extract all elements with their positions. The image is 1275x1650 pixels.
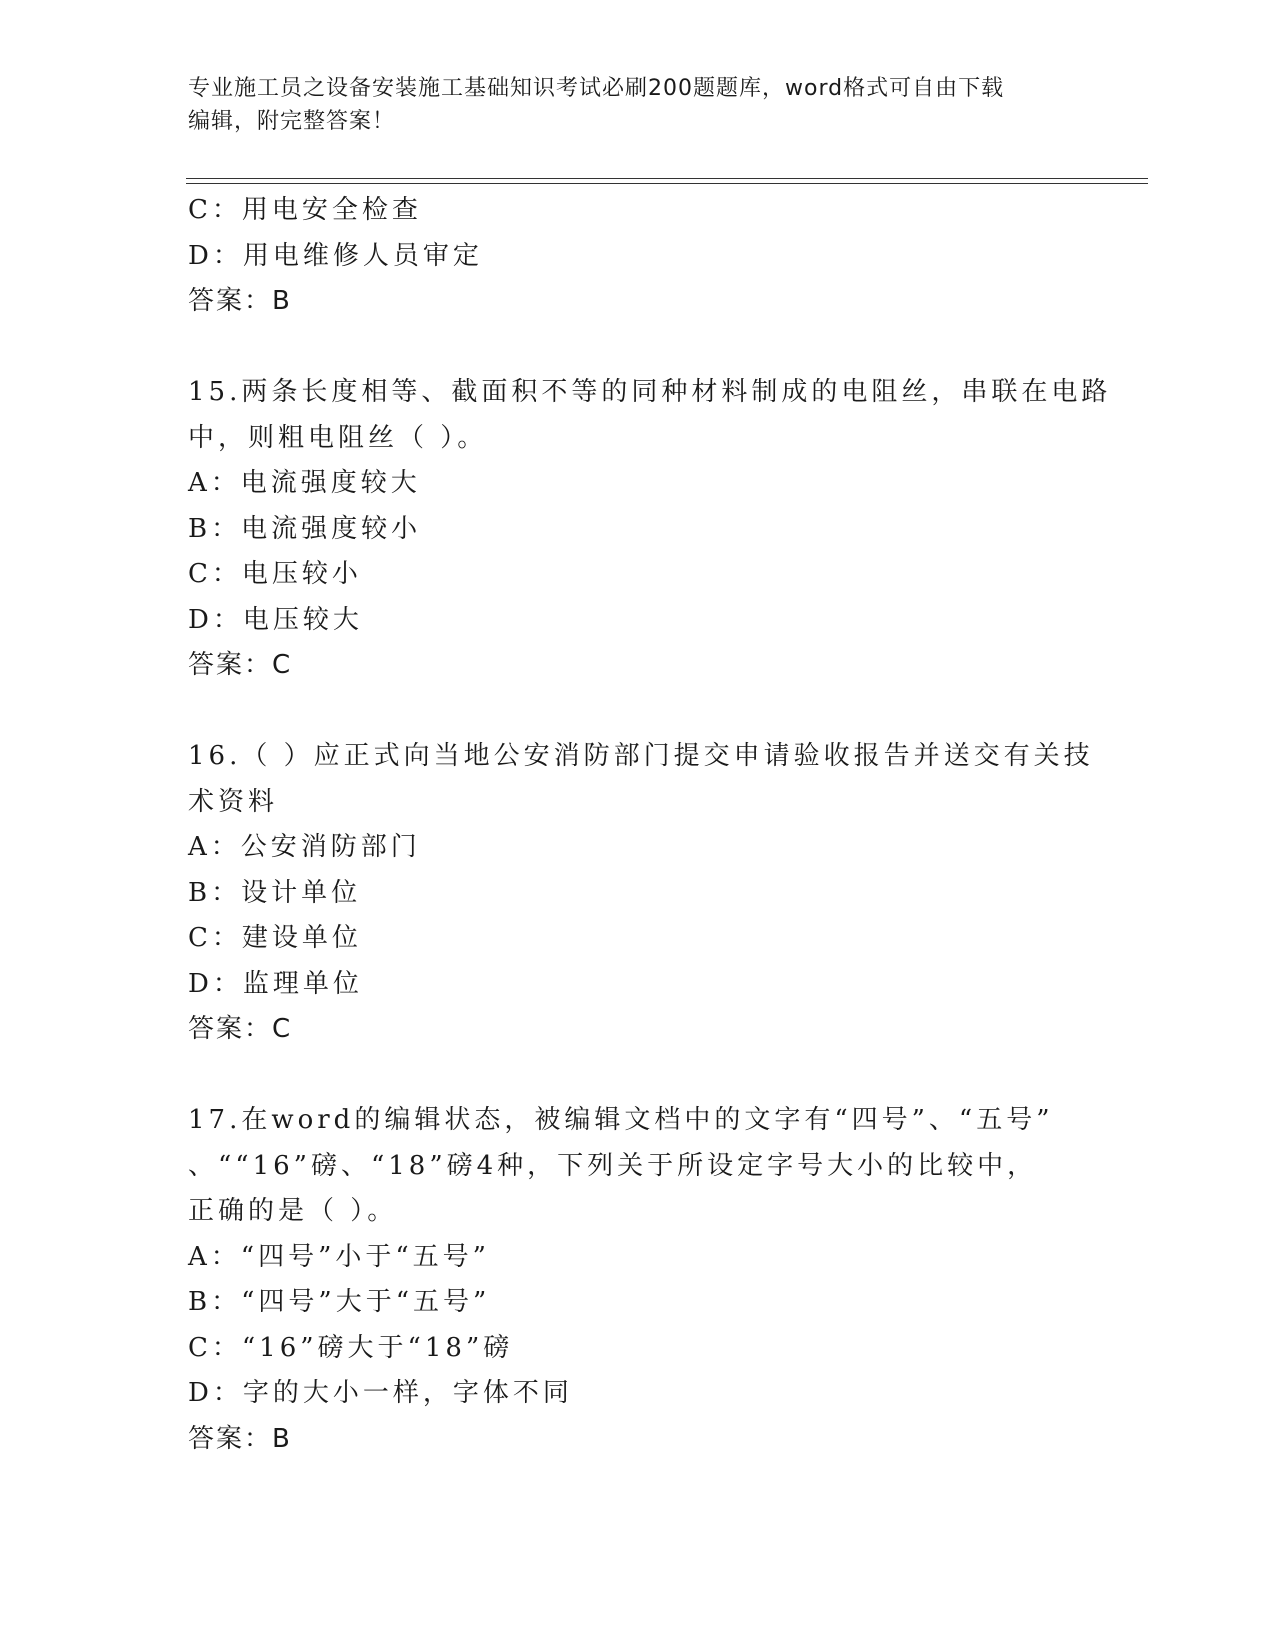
option-a: A：电流强度较大 xyxy=(188,468,421,498)
header-divider-top xyxy=(186,178,1148,179)
option-d: D：字的大小一样，字体不同 xyxy=(188,1378,573,1408)
option-b: B：设计单位 xyxy=(188,877,362,908)
spacer xyxy=(188,689,1088,735)
question-stem: 15.两条长度相等、截面积不等的同种材料制成的电阻丝，串联在电路 xyxy=(188,377,1112,407)
header-line-2: 编辑，附完整答案！ xyxy=(188,109,396,134)
question-15 xyxy=(188,370,1112,689)
option-b: B：“四号”大于“五号” xyxy=(188,1287,491,1317)
option-c: C：“16”磅大于“18”磅 xyxy=(188,1332,514,1363)
option-a: A：公安消防部门 xyxy=(188,832,421,862)
option-a: A：“四号”小于“五号” xyxy=(188,1241,490,1272)
question-stem: 正确的是（ ）。 xyxy=(188,1196,398,1226)
question-stem: 术资料 xyxy=(188,786,279,817)
option-d: D：用电维修人员审定 xyxy=(188,240,483,271)
question-stem: 17.在word的编辑状态，被编辑文档中的文字有“四号”、“五号” xyxy=(188,1105,1054,1135)
question-stem: 、““16”磅、“18”磅4种，下列关于所设定字号大小的比较中， xyxy=(188,1150,1038,1181)
answer-line: 答案：C xyxy=(188,1014,293,1044)
question-stem: 中，则粗电阻丝（ ）。 xyxy=(188,422,488,453)
option-d: D：监理单位 xyxy=(188,968,363,999)
carryover-question xyxy=(188,188,1088,325)
option-d: D：电压较大 xyxy=(188,604,363,635)
option-c: C：用电安全检查 xyxy=(188,195,422,225)
spacer xyxy=(188,325,1088,371)
option-c: C：建设单位 xyxy=(188,923,362,953)
question-16 xyxy=(188,734,1094,1053)
option-c: C：电压较小 xyxy=(188,559,362,589)
option-b: B：电流强度较小 xyxy=(188,513,422,544)
answer-line: 答案：C xyxy=(188,650,293,680)
header-line-1: 专业施工员之设备安装施工基础知识考试必刷200题题库，word格式可自由下载 xyxy=(188,76,1005,101)
question-stem: 16.（ ）应正式向当地公安消防部门提交申请验收报告并送交有关技 xyxy=(188,741,1094,771)
document-header xyxy=(188,72,1068,138)
header-divider-bottom xyxy=(186,183,1148,184)
answer-line: 答案：B xyxy=(188,1423,292,1454)
question-17 xyxy=(188,1098,1088,1462)
answer-line: 答案：B xyxy=(188,286,292,316)
document-body xyxy=(188,188,1112,1462)
spacer xyxy=(188,1053,1088,1099)
